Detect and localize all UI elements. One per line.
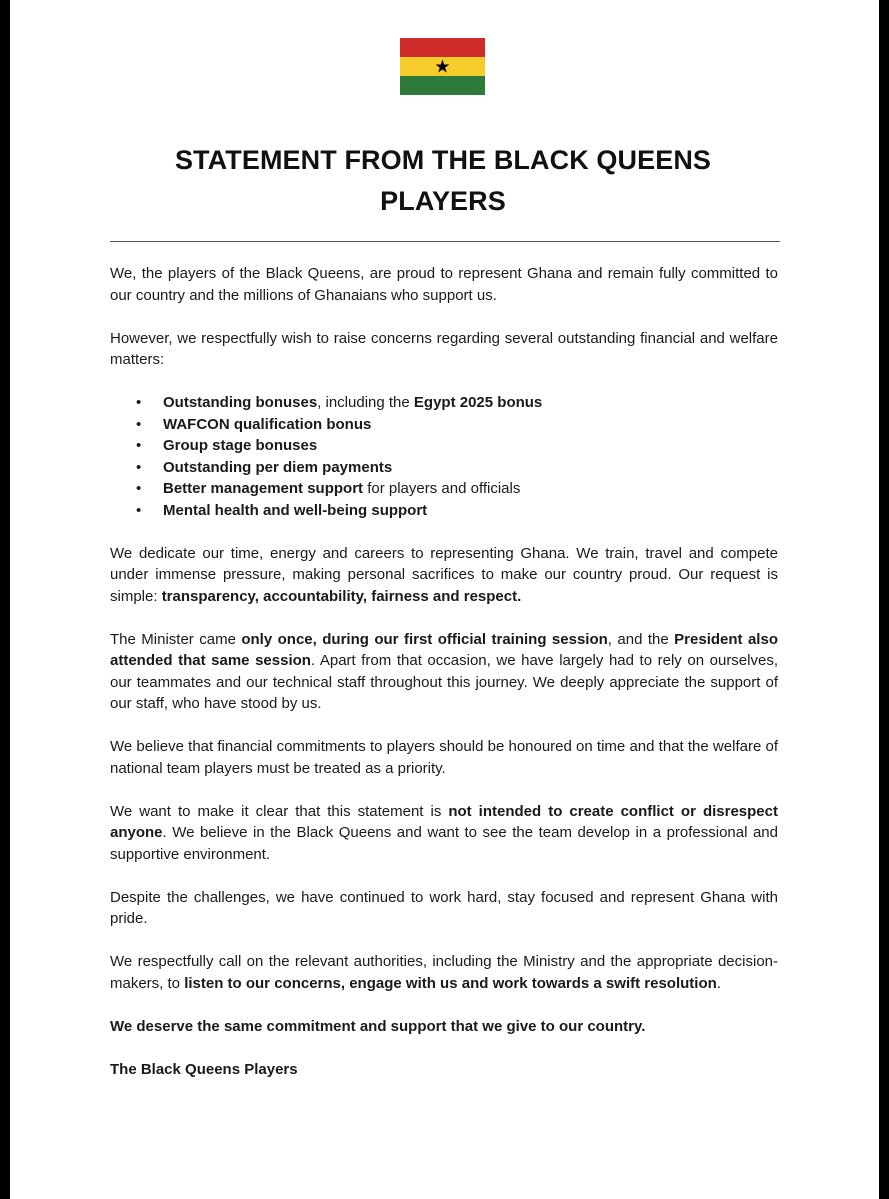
ghana-flag [400,38,485,95]
title-line-1: STATEMENT FROM THE BLACK QUEENS [174,145,712,175]
list-item: • Outstanding bonuses, including the Egypt 2025 bonus [163,392,778,414]
statement-title [10,140,876,222]
flag-green-stripe [400,76,485,95]
clear-paragraph: We want to make it clear that this statement is not intended to create conflict or disrespect anyone. We believe in the Black Queens and want to see the team develop in a professional and supportive environment. [110,802,778,863]
intro-paragraph: We, the players of the Black Queens, are proud to represent Ghana and remain fully committed to our country and the millions of Ghanaians who support us. [110,265,778,304]
title-divider [110,241,780,242]
title-line-2: PLAYERS [380,186,506,216]
deserve-paragraph: We deserve the same commitment and support that we give to our country. [110,1017,646,1035]
list-item: • Outstanding per diem payments [163,457,778,479]
call-paragraph: We respectfully call on the relevant authorities, including the Ministry and the appropriate decision-makers, to listen to our concerns, engage with us and work towards a swift resolution. [110,953,778,992]
concerns-paragraph: However, we respectfully wish to raise concerns regarding several outstanding financial and welfare matters: [110,329,778,368]
list-item: • Group stage bonuses [163,435,778,457]
statement-body [110,263,778,1102]
believe-paragraph: We believe that financial commitments to players should be honoured on time and that the welfare of national team players must be treated as a priority. [110,738,778,777]
list-item: • Better management support for players and officials [163,478,778,500]
list-item: • Mental health and well-being support [163,500,778,522]
minister-paragraph: The Minister came only once, during our first official training session, and the President also attended that same session. Apart from that occasion, we have largely had to rely on ourselves, our teammates and our technical staff throughout this journey. We deeply appreciate the support of our staff, who have stood by us. [110,630,778,712]
despite-paragraph: Despite the challenges, we have continued to work hard, stay focused and represent Ghana with pride. [110,888,778,927]
black-star-icon: ★ [434,56,451,77]
flag-red-stripe [400,38,485,57]
flag-yellow-stripe [400,57,485,76]
signature: The Black Queens Players [110,1060,298,1078]
dedicate-paragraph: We dedicate our time, energy and careers to representing Ghana. We train, travel and compete under immense pressure, making personal sacrifices to make our country proud. Our request is simple: transparency, accountability, fairness and respect. [110,544,778,605]
document-page [10,0,879,1199]
list-item: • WAFCON qualification bonus [163,414,778,436]
concerns-list [110,392,778,521]
